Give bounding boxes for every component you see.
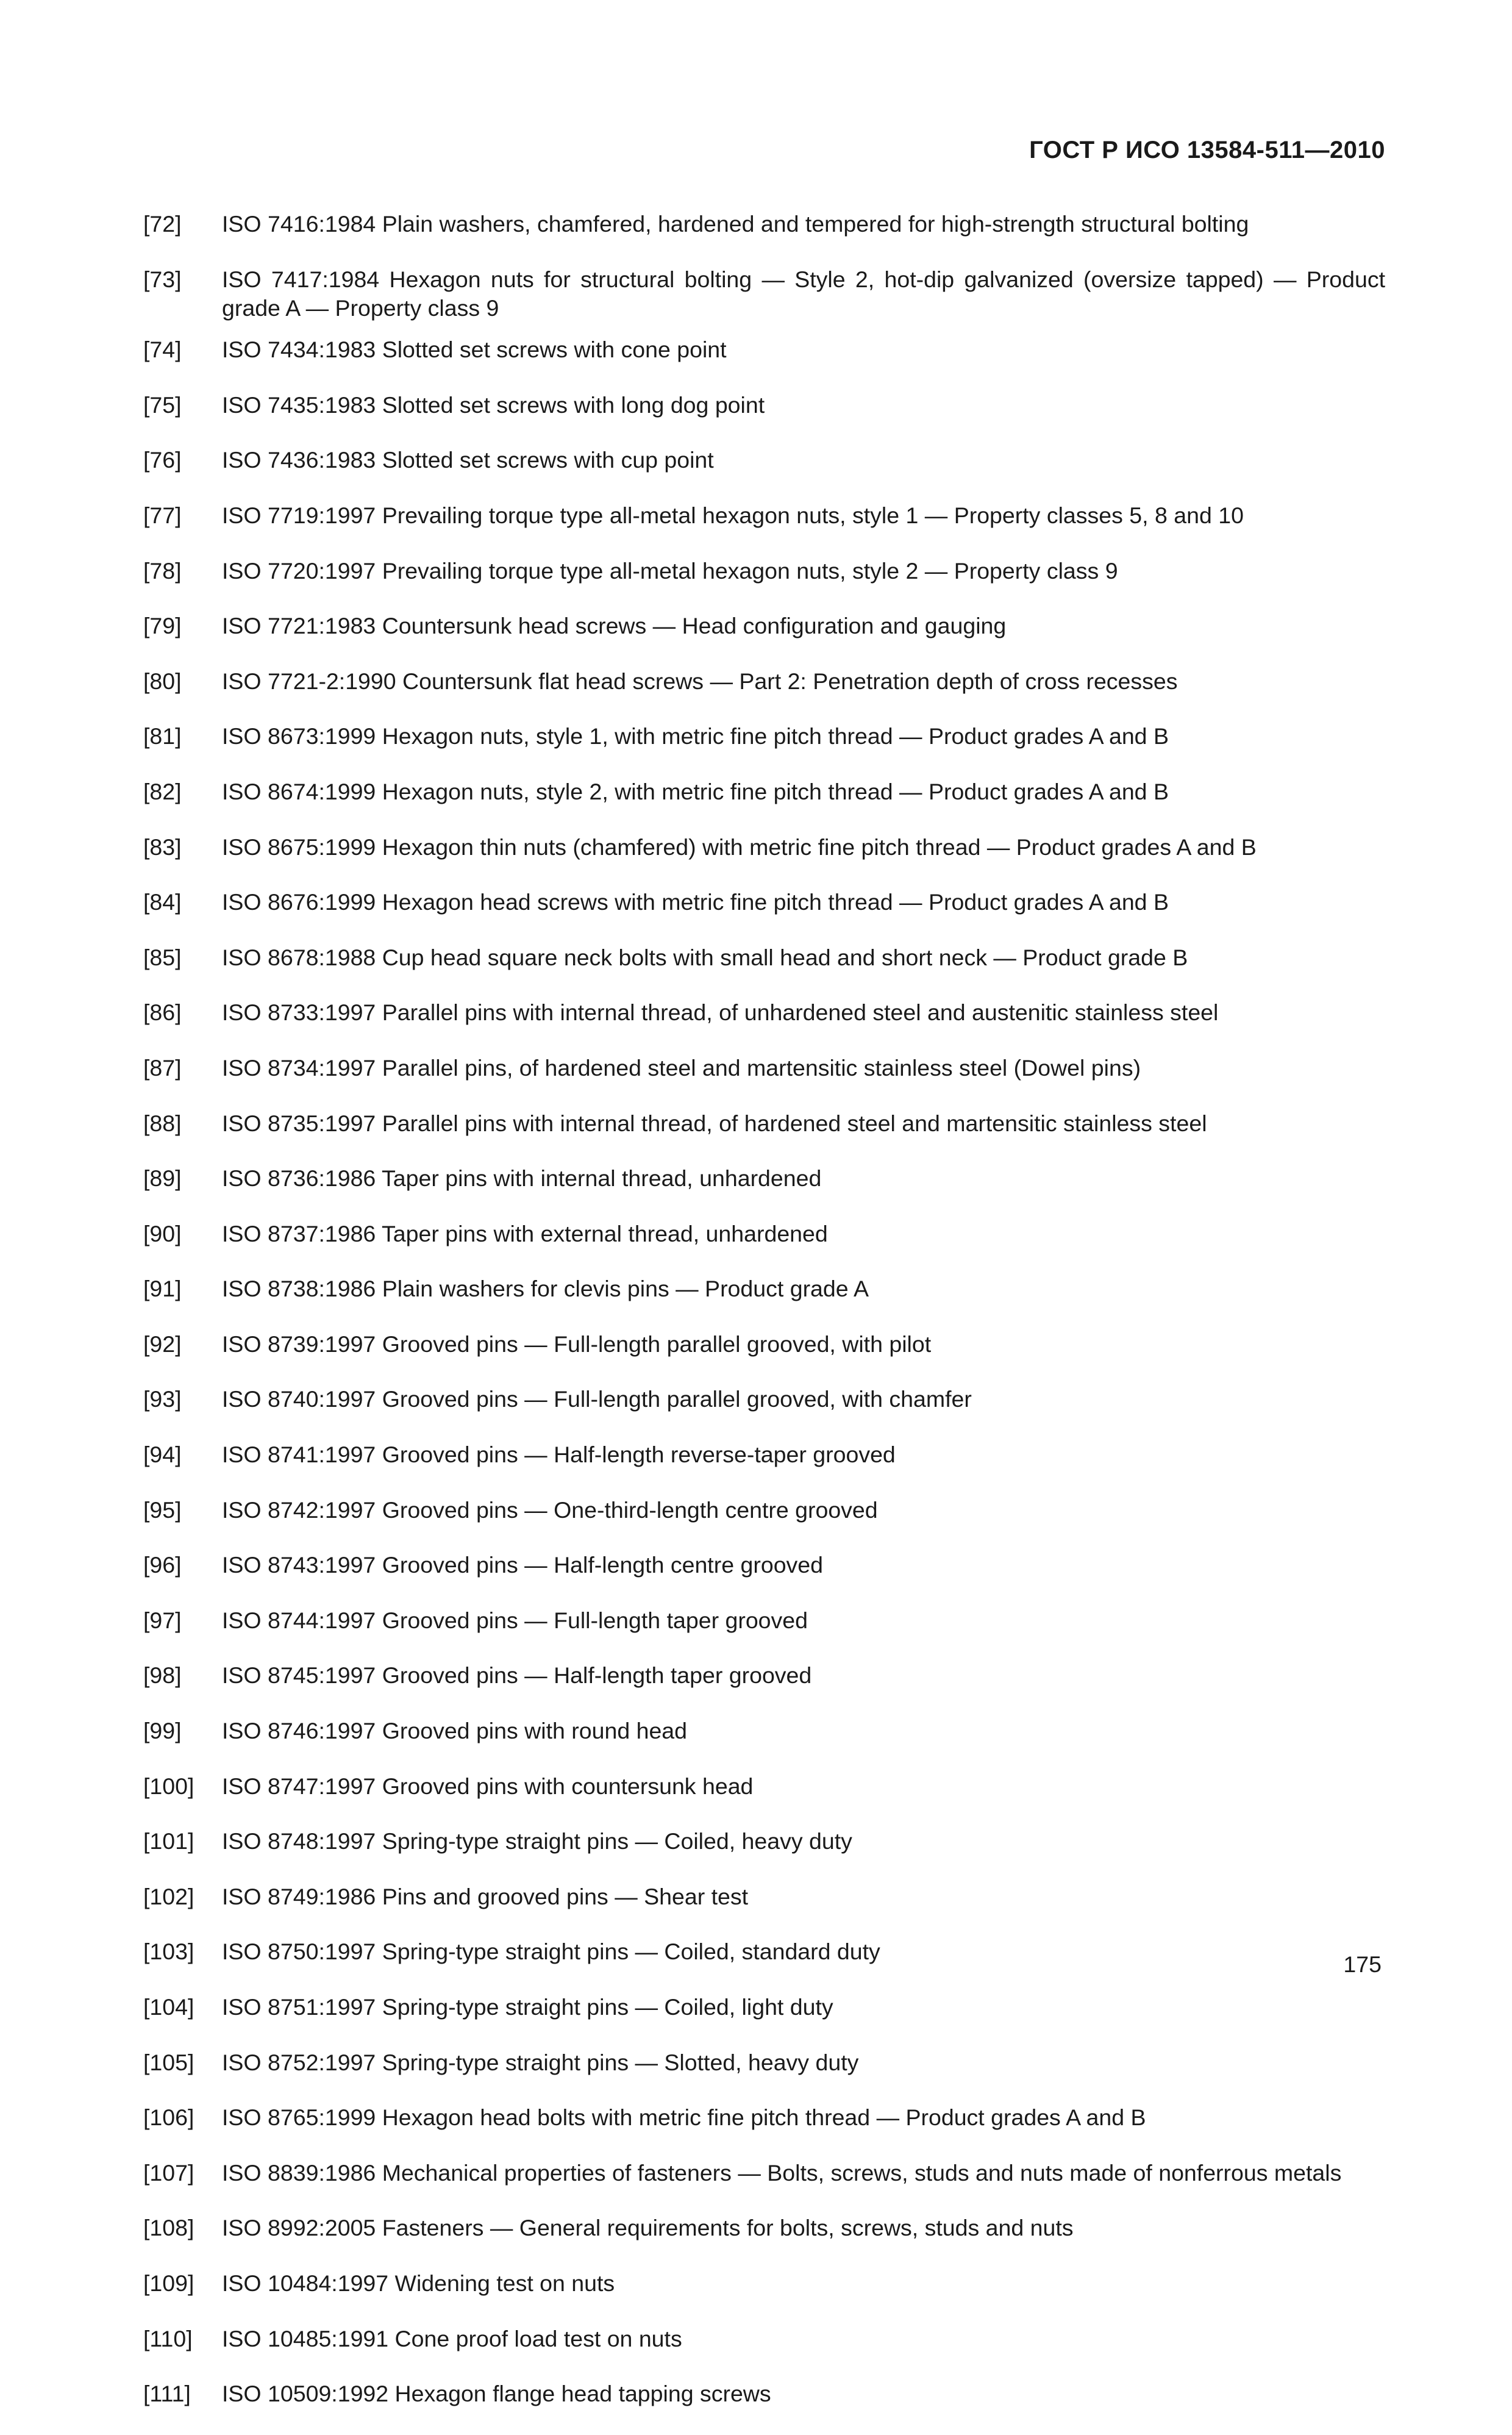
reference-number: [94] xyxy=(143,1442,182,1468)
reference-item xyxy=(143,888,1385,930)
reference-item xyxy=(143,1330,1385,1372)
page-number: 175 xyxy=(1343,1951,1382,1977)
reference-item xyxy=(143,1772,1385,1814)
reference-item xyxy=(143,1993,1385,2035)
reference-number: [72] xyxy=(143,211,182,237)
reference-item xyxy=(143,1275,1385,1317)
reference-number: [111] xyxy=(143,2381,191,2407)
reference-number: [101] xyxy=(143,1828,194,1854)
reference-item xyxy=(143,2048,1385,2090)
reference-number: [108] xyxy=(143,2215,194,2241)
reference-item xyxy=(143,335,1385,377)
reference-text: ISO 7720:1997 Prevailing torque type all-metal hexagon nuts, style 2 — Property class 9 xyxy=(222,557,1118,584)
reference-item xyxy=(143,722,1385,764)
reference-text: ISO 8746:1997 Grooved pins with round head xyxy=(222,1718,688,1744)
reference-text: ISO 7416:1984 Plain washers, chamfered, hardened and tempered for high-strength structural bolting xyxy=(222,211,1249,237)
reference-text: ISO 8839:1986 Mechanical properties of fasteners — Bolts, screws, studs and nuts made of nonferrous metals xyxy=(222,2159,1342,2186)
reference-number: [90] xyxy=(143,1220,182,1246)
reference-text: ISO 8751:1997 Spring-type straight pins — Coiled, light duty xyxy=(222,1994,833,2020)
reference-text: ISO 10484:1997 Widening test on nuts xyxy=(222,2270,615,2296)
reference-item xyxy=(143,1606,1385,1648)
reference-item xyxy=(143,557,1385,599)
reference-item xyxy=(143,210,1385,252)
reference-number: [74] xyxy=(143,337,182,363)
reference-item xyxy=(143,1827,1385,1869)
reference-text: ISO 7719:1997 Prevailing torque type all-metal hexagon nuts, style 1 — Property classes 5, 8 and 10 xyxy=(222,502,1244,528)
reference-item xyxy=(143,2380,1385,2422)
reference-number: [75] xyxy=(143,392,182,418)
reference-number: [100] xyxy=(143,1773,194,1799)
reference-item xyxy=(143,1054,1385,1096)
reference-item xyxy=(143,1440,1385,1482)
reference-item xyxy=(143,2159,1385,2201)
reference-text: ISO 8735:1997 Parallel pins with internal thread, of hardened steel and martensitic stainless steel xyxy=(222,1110,1207,1136)
reference-text: ISO 8734:1997 Parallel pins, of hardened steel and martensitic stainless steel (Dowel pins) xyxy=(222,1054,1141,1081)
reference-item xyxy=(143,778,1385,820)
reference-text: ISO 8675:1999 Hexagon thin nuts (chamfered) with metric fine pitch thread — Product grades A and B xyxy=(222,834,1257,860)
reference-number: [106] xyxy=(143,2104,194,2131)
reference-number: [105] xyxy=(143,2049,194,2075)
reference-number: [83] xyxy=(143,834,182,860)
reference-text: ISO 8742:1997 Grooved pins — One-third-length centre grooved xyxy=(222,1496,878,1523)
reference-number: [84] xyxy=(143,889,182,915)
reference-number: [98] xyxy=(143,1662,182,1689)
reference-number: [88] xyxy=(143,1110,182,1136)
reference-text: ISO 8740:1997 Grooved pins — Full-length parallel grooved, with chamfer xyxy=(222,1386,972,1412)
reference-text: ISO 8744:1997 Grooved pins — Full-length taper grooved xyxy=(222,1607,808,1633)
reference-number: [103] xyxy=(143,1939,194,1965)
reference-number: [89] xyxy=(143,1165,182,1192)
page-header: ГОСТ Р ИСО 13584-511—2010 xyxy=(1029,137,1385,163)
reference-number: [107] xyxy=(143,2159,194,2186)
reference-number: [79] xyxy=(143,613,182,639)
reference-number: [99] xyxy=(143,1718,182,1744)
reference-item xyxy=(143,833,1385,875)
reference-text: ISO 10485:1991 Cone proof load test on nuts xyxy=(222,2325,682,2351)
reference-number: [96] xyxy=(143,1552,182,1578)
reference-number: [109] xyxy=(143,2270,194,2296)
reference-number: [73] xyxy=(143,266,182,292)
reference-text: ISO 8737:1986 Taper pins with external thread, unhardened xyxy=(222,1220,828,1246)
reference-text: ISO 8748:1997 Spring-type straight pins — Coiled, heavy duty xyxy=(222,1828,852,1854)
reference-number: [78] xyxy=(143,557,182,584)
reference-number: [97] xyxy=(143,1607,182,1633)
reference-list xyxy=(143,210,1385,2435)
reference-number: [86] xyxy=(143,999,182,1026)
reference-item xyxy=(143,501,1385,543)
reference-item xyxy=(143,1496,1385,1538)
reference-number: [110] xyxy=(143,2325,193,2351)
reference-number: [92] xyxy=(143,1331,182,1357)
reference-text: ISO 8749:1986 Pins and grooved pins — Shear test xyxy=(222,1883,749,1909)
reference-item xyxy=(143,612,1385,654)
reference-item xyxy=(143,391,1385,433)
reference-item xyxy=(143,1551,1385,1593)
reference-text: ISO 8739:1997 Grooved pins — Full-length parallel grooved, with pilot xyxy=(222,1331,932,1357)
reference-item xyxy=(143,1937,1385,1979)
reference-item xyxy=(143,1164,1385,1206)
reference-item xyxy=(143,998,1385,1040)
reference-text: ISO 7417:1984 Hexagon nuts for structural bolting — Style 2, hot-dip galvanized (oversize tapped) — Product grade A — Property class 9 xyxy=(222,266,1385,321)
reference-number: [77] xyxy=(143,502,182,528)
reference-number: [87] xyxy=(143,1054,182,1081)
reference-text: ISO 8743:1997 Grooved pins — Half-length centre grooved xyxy=(222,1552,824,1578)
reference-text: ISO 8674:1999 Hexagon nuts, style 2, with metric fine pitch thread — Product grades A and B xyxy=(222,778,1169,804)
reference-item xyxy=(143,2325,1385,2367)
reference-text: ISO 7721-2:1990 Countersunk flat head screws — Part 2: Penetration depth of cross recesses xyxy=(222,668,1178,694)
reference-text: ISO 7434:1983 Slotted set screws with cone point xyxy=(222,337,727,363)
reference-text: ISO 8992:2005 Fasteners — General requirements for bolts, screws, studs and nuts xyxy=(222,2215,1074,2241)
reference-text: ISO 8747:1997 Grooved pins with countersunk head xyxy=(222,1773,754,1799)
reference-number: [104] xyxy=(143,1994,194,2020)
reference-item xyxy=(143,943,1385,985)
reference-number: [93] xyxy=(143,1386,182,1412)
reference-text: ISO 8765:1999 Hexagon head bolts with metric fine pitch thread — Product grades A and B xyxy=(222,2104,1146,2131)
reference-number: [81] xyxy=(143,723,182,749)
reference-item xyxy=(143,1717,1385,1759)
reference-number: [91] xyxy=(143,1276,182,1302)
reference-text: ISO 8733:1997 Parallel pins with internal thread, of unhardened steel and austenitic stainless steel xyxy=(222,999,1219,1026)
reference-number: [95] xyxy=(143,1496,182,1523)
reference-item xyxy=(143,446,1385,488)
reference-text: ISO 8678:1988 Cup head square neck bolts with small head and short neck — Product grade B xyxy=(222,944,1188,970)
reference-item xyxy=(143,1109,1385,1151)
reference-item xyxy=(143,265,1385,323)
reference-item xyxy=(143,2214,1385,2256)
reference-text: ISO 8676:1999 Hexagon head screws with metric fine pitch thread — Product grades A and B xyxy=(222,889,1169,915)
reference-text: ISO 8750:1997 Spring-type straight pins — Coiled, standard duty xyxy=(222,1939,880,1965)
reference-text: ISO 8736:1986 Taper pins with internal thread, unhardened xyxy=(222,1165,822,1192)
reference-number: [76] xyxy=(143,447,182,473)
reference-item xyxy=(143,1661,1385,1703)
reference-text: ISO 8741:1997 Grooved pins — Half-length reverse-taper grooved xyxy=(222,1442,896,1468)
reference-item xyxy=(143,2269,1385,2311)
reference-item xyxy=(143,1220,1385,1262)
reference-item xyxy=(143,1385,1385,1427)
reference-number: [85] xyxy=(143,944,182,970)
reference-text: ISO 7721:1983 Countersunk head screws — Head configuration and gauging xyxy=(222,613,1007,639)
reference-number: [102] xyxy=(143,1883,194,1909)
reference-text: ISO 8738:1986 Plain washers for clevis pins — Product grade A xyxy=(222,1276,869,1302)
reference-text: ISO 10509:1992 Hexagon flange head tapping screws xyxy=(222,2381,771,2407)
reference-number: [82] xyxy=(143,778,182,804)
reference-text: ISO 8673:1999 Hexagon nuts, style 1, with metric fine pitch thread — Product grades A and B xyxy=(222,723,1169,749)
reference-item xyxy=(143,1883,1385,1925)
reference-item xyxy=(143,667,1385,709)
reference-text: ISO 7436:1983 Slotted set screws with cup point xyxy=(222,447,714,473)
reference-number: [80] xyxy=(143,668,182,694)
reference-text: ISO 8752:1997 Spring-type straight pins — Slotted, heavy duty xyxy=(222,2049,859,2075)
reference-text: ISO 7435:1983 Slotted set screws with long dog point xyxy=(222,392,765,418)
reference-text: ISO 8745:1997 Grooved pins — Half-length taper grooved xyxy=(222,1662,812,1689)
